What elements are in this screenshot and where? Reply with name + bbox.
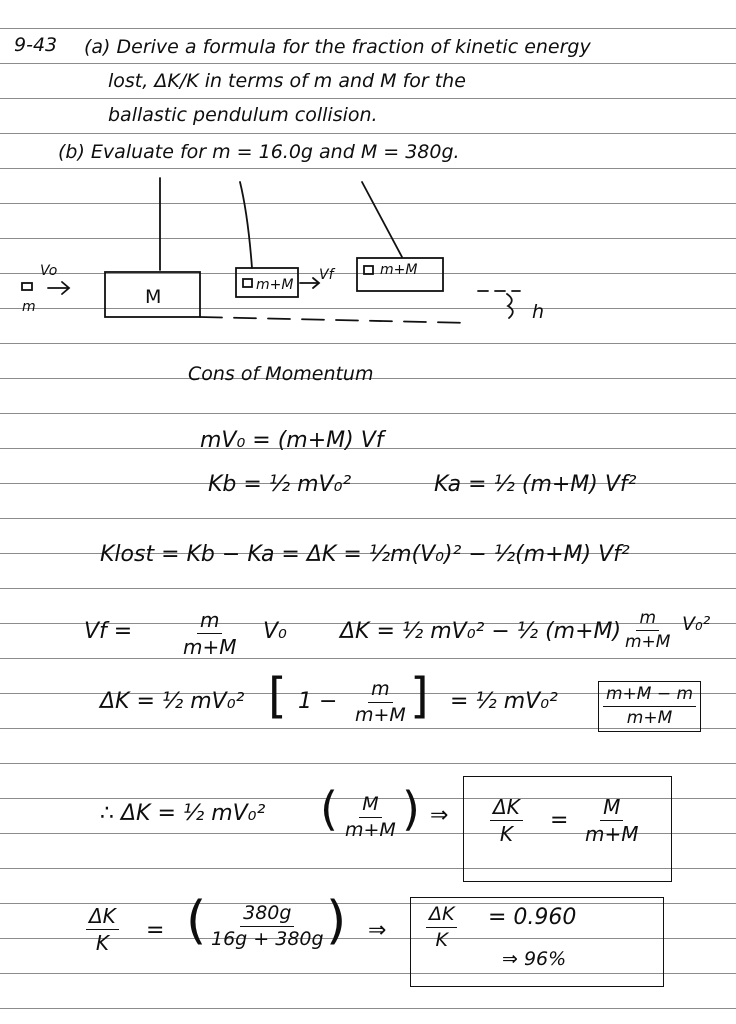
raised-block-label: m+M xyxy=(380,262,418,278)
therefore-lhs: ∴ ΔK = ½ mV₀² xyxy=(100,801,266,826)
embedded-bullet-1 xyxy=(243,279,252,287)
vf-label: Vf xyxy=(319,267,334,283)
klost-equation: Klost = Kb − Ka = ΔK = ½m(V₀)² − ½(m+M) Vf² xyxy=(100,542,630,567)
therefore-denominator: m+M xyxy=(345,819,396,841)
dk-sub-denominator: m+M xyxy=(625,632,671,652)
answer-numerator: ΔK xyxy=(426,905,457,928)
factor-fraction xyxy=(352,680,409,725)
result-lhs-fraction xyxy=(490,797,523,844)
vo-label: Vo xyxy=(40,263,58,279)
eval-lhs-denominator: K xyxy=(95,931,109,955)
factor2-numerator: m+M − m xyxy=(603,686,696,707)
momentum-equation: mV₀ = (m+M) Vf xyxy=(200,428,384,453)
result-lhs-numerator: ΔK xyxy=(490,797,523,821)
eval-lhs-fraction xyxy=(86,906,119,953)
eval-denominator: 16g + 380g xyxy=(211,928,324,950)
vf-lhs: Vf = xyxy=(84,619,133,644)
result-rhs-fraction xyxy=(582,797,642,844)
eval-lhs-numerator: ΔK xyxy=(86,906,119,930)
vf-denominator: m+M xyxy=(183,635,237,659)
result-rhs-numerator: M xyxy=(600,797,623,821)
baseline-dash xyxy=(200,317,470,323)
paren-right: ) xyxy=(402,782,420,836)
vf-numerator: m xyxy=(197,610,222,634)
one-minus: 1 − xyxy=(298,689,338,714)
paren-left: ( xyxy=(320,782,338,836)
dk-sub-fraction xyxy=(622,610,673,651)
string-2 xyxy=(240,182,252,268)
bullet-rect xyxy=(22,283,32,290)
equals-half: = ½ mV₀² xyxy=(450,689,558,714)
height-label: h xyxy=(532,301,545,323)
dk-sub-numerator: m xyxy=(636,610,659,631)
bullet-mass-label: m xyxy=(22,299,36,315)
vf-tail: V₀ xyxy=(263,619,287,644)
result-equals: = xyxy=(550,808,569,833)
factor2-fraction xyxy=(598,681,701,732)
eval-paren-right: ) xyxy=(326,891,347,951)
bracket-left-1: [ xyxy=(268,668,287,724)
dk-factored-lhs: ΔK = ½ mV₀² xyxy=(100,689,245,714)
combined-block-label: m+M xyxy=(256,277,294,293)
result-rhs-denominator: m+M xyxy=(585,822,639,846)
therefore-numerator: M xyxy=(359,795,381,818)
answer-fraction xyxy=(426,905,457,950)
cons-momentum-heading: Cons of Momentum xyxy=(188,363,374,385)
factor2-denominator: m+M xyxy=(626,708,673,728)
implies-arrow-2: ⇒ xyxy=(368,918,387,943)
block-m-label: M xyxy=(145,286,162,308)
part-a-line-2: lost, ΔK/K in terms of m and M for the xyxy=(108,70,466,92)
bracket-right-1: ] xyxy=(410,668,429,724)
factor-denominator: m+M xyxy=(355,704,406,726)
height-brace xyxy=(507,294,513,318)
string-3 xyxy=(362,182,402,257)
part-a-line-1: (a) Derive a formula for the fraction of kinetic energy xyxy=(84,36,591,58)
part-b-statement: (b) Evaluate for m = 16.0g and M = 380g. xyxy=(58,141,460,163)
eval-numerator: 380g xyxy=(240,904,294,927)
problem-number: 9-43 xyxy=(14,34,58,56)
result-lhs-denominator: K xyxy=(499,822,513,846)
answer-denominator: K xyxy=(435,929,448,951)
vf-fraction xyxy=(180,610,240,657)
kb-equation: Kb = ½ mV₀² xyxy=(208,472,352,497)
part-a-line-3: ballastic pendulum collision. xyxy=(108,104,378,126)
dk-sub-tail: V₀² xyxy=(682,613,711,635)
eval-equals: = xyxy=(146,918,165,943)
implies-arrow-1: ⇒ xyxy=(430,803,449,828)
eval-fraction xyxy=(208,904,327,949)
embedded-bullet-2 xyxy=(364,266,373,274)
ka-equation: Ka = ½ (m+M) Vf² xyxy=(434,472,637,497)
dk-substituted-lhs: ΔK = ½ mV₀² − ½ (m+M) xyxy=(340,619,622,644)
answer-value: = 0.960 xyxy=(488,905,577,930)
answer-percent: ⇒ 96% xyxy=(502,948,567,970)
factor-numerator: m xyxy=(368,680,393,703)
eval-paren-left: ( xyxy=(186,891,207,951)
therefore-fraction xyxy=(342,795,399,840)
